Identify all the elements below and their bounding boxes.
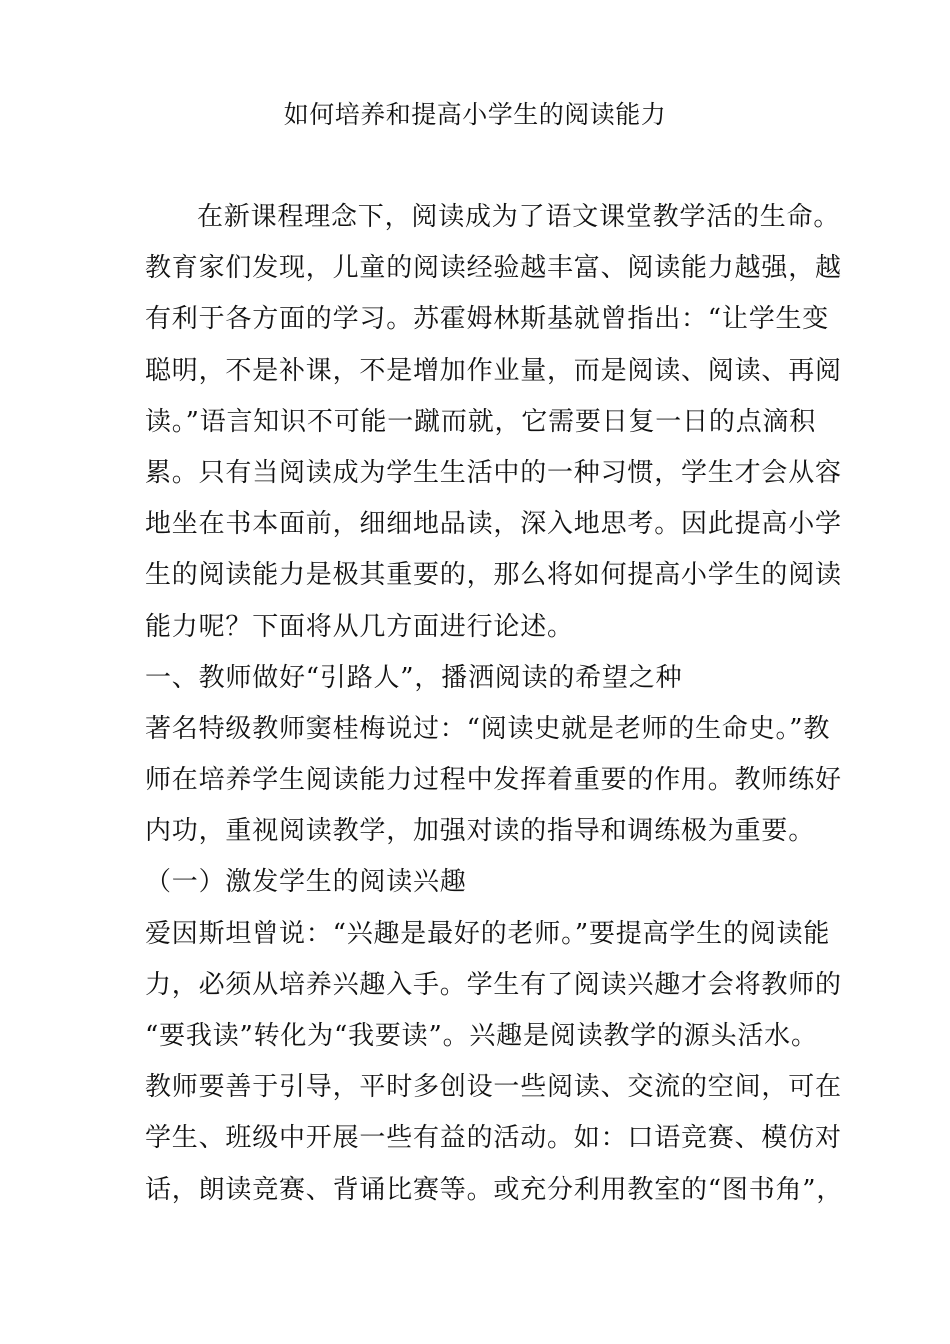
paragraph-line: “要我读”转化为“我要读”。兴趣是阅读教学的源头活水。 <box>145 1021 818 1051</box>
subsection-heading: （一）激发学生的阅读兴趣 <box>145 867 467 898</box>
paragraph-line: 在新课程理念下，阅读成为了语文课堂教学活的生命。 <box>197 202 841 232</box>
paragraph-line: 地坐在书本面前，细细地品读，深入地思考。因此提高小学 <box>145 509 842 540</box>
paragraph-line: 学生、班级中开展一些有益的活动。如：口语竞赛、模仿对 <box>145 1123 842 1154</box>
paragraph-line: 内功，重视阅读教学，加强对读的指导和调练极为重要。 <box>145 816 816 847</box>
paragraph-line: 著名特级教师窦桂梅说过：“阅读史就是老师的生命史。”教 <box>145 713 831 744</box>
paragraph-line: 聪明，不是补课，不是增加作业量，而是阅读、阅读、再阅 <box>145 355 842 386</box>
paragraph-line: 累。只有当阅读成为学生生活中的一种习惯，学生才会从容 <box>145 457 842 488</box>
paragraph-line: 话，朗读竞赛、背诵比赛等。或充分利用教室的“图书角”， <box>145 1174 844 1205</box>
paragraph-line: 能力呢？下面将从几方面进行论述。 <box>145 611 574 642</box>
section-heading: 一、教师做好“引路人”，播洒阅读的希望之种 <box>145 662 683 693</box>
paragraph-line: 生的阅读能力是极其重要的，那么将如何提高小学生的阅读 <box>145 560 842 591</box>
paragraph-line: 教育家们发现，儿童的阅读经验越丰富、阅读能力越强，越 <box>145 253 842 284</box>
document-body <box>145 192 844 1216</box>
paragraph-line: 读。”语言知识不可能一蹴而就，它需要日复一日的点滴积 <box>145 406 817 437</box>
paragraph-line: 教师要善于引导，平时多创设一些阅读、交流的空间，可在 <box>145 1072 842 1103</box>
paragraph-line: 力，必须从培养兴趣入手。学生有了阅读兴趣才会将教师的 <box>145 969 842 1000</box>
paragraph-line: 师在培养学生阅读能力过程中发挥着重要的作用。教师练好 <box>145 765 842 796</box>
document-title: 如何培养和提高小学生的阅读能力 <box>283 100 667 129</box>
paragraph-line: 有利于各方面的学习。苏霍姆林斯基就曾指出：“让学生变 <box>145 304 830 335</box>
paragraph-line: 爱因斯坦曾说：“兴趣是最好的老师。”要提高学生的阅读能 <box>145 918 831 949</box>
